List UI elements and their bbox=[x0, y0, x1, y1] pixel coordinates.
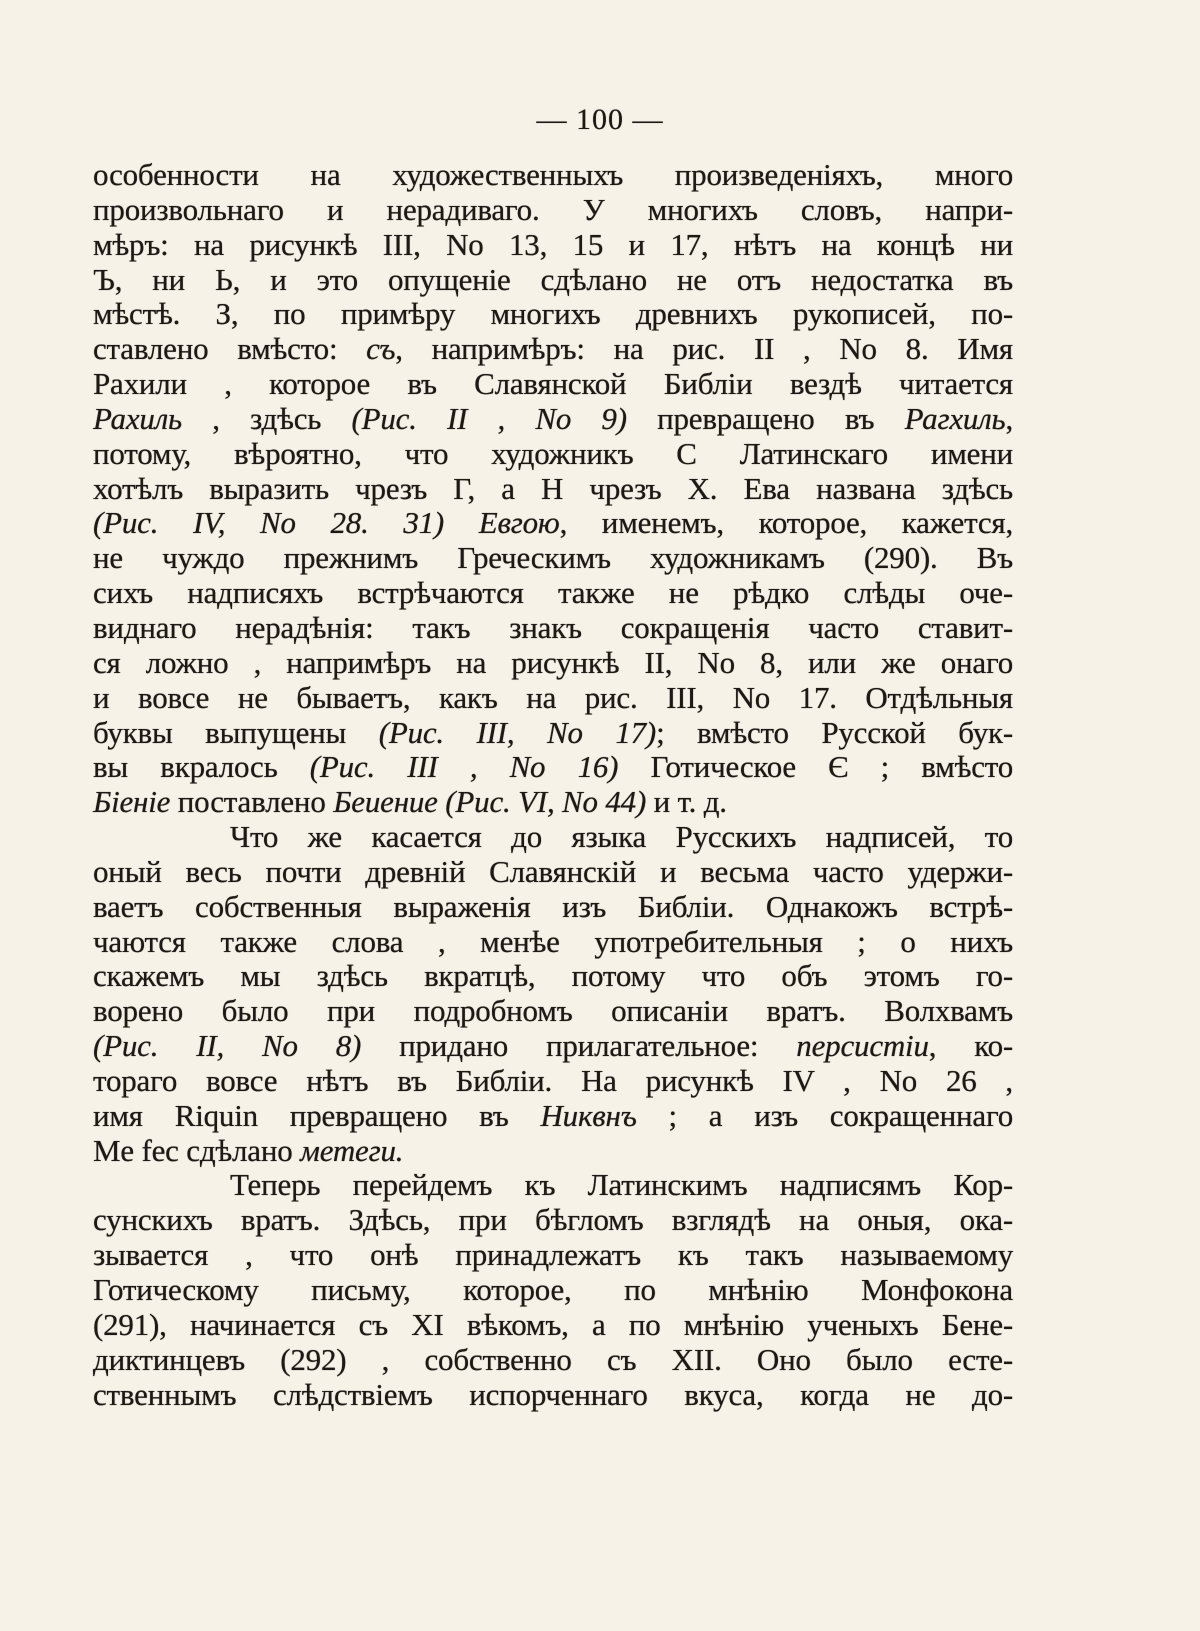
text-segment: ; вмѣсто Русской бук- bbox=[656, 714, 1013, 750]
italic-text: персистіи bbox=[796, 1028, 929, 1064]
text-segment: ставлено вмѣсто: bbox=[93, 331, 367, 367]
text-segment: , напримѣръ: на рис. II , No 8. Имя bbox=[395, 331, 1013, 367]
text-line bbox=[93, 1029, 1013, 1064]
text-segment: чаются также слова , менѣе употребительныя ; о нихъ bbox=[93, 923, 1013, 959]
text-segment: мѣръ: на рисункѣ III, No 13, 15 и 17, нѣтъ на концѣ ни bbox=[93, 226, 1013, 262]
text-line bbox=[93, 716, 1013, 751]
text-line bbox=[93, 646, 1013, 681]
text-line bbox=[93, 750, 1013, 785]
text-segment: , ко- bbox=[928, 1028, 1014, 1064]
text-line bbox=[93, 611, 1013, 646]
text-segment: ворено было при подробномъ описаніи вратъ. Волхвамъ bbox=[93, 993, 1013, 1029]
text-segment: Теперь перейдемъ къ Латинскимъ надписямъ Кор- bbox=[230, 1167, 1013, 1203]
text-segment: хотѣлъ выразить чрезъ Г, а Н чрезъ Х. Ева названа здѣсь bbox=[93, 470, 1013, 506]
text-segment: ваетъ собственныя выраженія изъ Библіи. Однакожъ встрѣ- bbox=[93, 888, 1013, 924]
text-line bbox=[93, 890, 1013, 925]
text-line bbox=[93, 1308, 1013, 1343]
text-segment: скажемъ мы здѣсь вкратцѣ, потому что объ этомъ го- bbox=[93, 958, 1013, 994]
text-line bbox=[93, 994, 1013, 1029]
text-segment: и т. д. bbox=[646, 784, 727, 820]
text-segment: превращено въ bbox=[626, 400, 905, 436]
text-segment: произвольнаго и нерадиваго. У многихъ словъ, напри- bbox=[93, 191, 1013, 227]
text-line bbox=[93, 367, 1013, 402]
italic-text: (Рис. II , No 9) bbox=[351, 400, 627, 436]
text-segment: Me fec сдѣлано bbox=[93, 1132, 301, 1168]
text-line bbox=[93, 472, 1013, 507]
page-number: — 100 — bbox=[536, 103, 664, 136]
italic-text: (Рис. IV, No 28. 31) Евгою bbox=[93, 505, 560, 541]
text-line bbox=[93, 959, 1013, 994]
text-segment: сунскихъ вратъ. Здѣсь, при бѣгломъ взглядѣ на оныя, ока- bbox=[93, 1202, 1013, 1238]
text-segment: Что же касается до языка Русскихъ надписей, то bbox=[230, 819, 1013, 855]
italic-text: Никвнъ bbox=[540, 1097, 637, 1133]
text-segment: ся ложно , напримѣръ на рисункѣ II, No 8, или же онаго bbox=[93, 644, 1013, 680]
text-line bbox=[93, 1099, 1013, 1134]
text-line bbox=[93, 228, 1013, 263]
text-line bbox=[93, 1064, 1013, 1099]
text-line bbox=[93, 1273, 1013, 1308]
text-segment: ; а изъ сокращеннаго bbox=[636, 1097, 1013, 1133]
text-segment: поставлено bbox=[170, 784, 334, 820]
text-segment: сихъ надписяхъ встрѣчаются также не рѣдко слѣды оче- bbox=[93, 575, 1013, 611]
text-line bbox=[93, 541, 1013, 576]
italic-text: (Рис. III , No 16) bbox=[309, 749, 619, 785]
text-segment: и вовсе не бываетъ, какъ на рис. III, No 17. Отдѣльныя bbox=[93, 679, 1013, 715]
text-line bbox=[93, 1238, 1013, 1273]
text-line bbox=[93, 263, 1013, 298]
italic-text: съ bbox=[366, 331, 396, 367]
text-line bbox=[93, 297, 1013, 332]
italic-text: (Рис. II, No 8) bbox=[93, 1028, 362, 1064]
text-segment: вы вкралось bbox=[93, 749, 310, 785]
text-line bbox=[93, 437, 1013, 472]
text-segment: мѣстѣ. З, по примѣру многихъ древнихъ рукописей, по- bbox=[93, 296, 1013, 332]
text-line bbox=[93, 402, 1013, 437]
text-line bbox=[93, 681, 1013, 716]
text-segment: особенности на художественныхъ произведеніяхъ, много bbox=[93, 157, 1013, 192]
text-segment: , bbox=[1005, 400, 1013, 436]
text-segment: (291), начинается съ XI вѣкомъ, а по мнѣнію ученыхъ Бене- bbox=[93, 1306, 1013, 1342]
text-segment: , здѣсь bbox=[181, 400, 352, 436]
text-segment: Готическому письму, которое, по мнѣнію Монфокона bbox=[93, 1272, 1013, 1307]
italic-text: (Рис. III, No 17) bbox=[378, 714, 657, 750]
text-segment: придано прилагательное: bbox=[361, 1028, 797, 1064]
text-segment: потому, вѣроятно, что художникъ С Латинскаго имени bbox=[93, 435, 1013, 471]
text-segment: не чуждо прежнимъ Греческимъ художникамъ (290). Въ bbox=[93, 540, 1013, 576]
italic-text: Беиение (Рис. VI, No 44) bbox=[333, 784, 647, 820]
text-line bbox=[93, 1378, 1013, 1413]
text-segment: Ъ, ни Ь, и это опущеніе сдѣлано не отъ недостатка въ bbox=[93, 261, 1013, 297]
text-line bbox=[93, 855, 1013, 890]
text-segment: виднаго нерадѣнія: такъ знакъ сокращенія часто ставит- bbox=[93, 609, 1013, 645]
italic-text: Рахиль bbox=[93, 400, 182, 436]
text-line bbox=[93, 1168, 1013, 1203]
text-segment: Рахили , которое въ Славянской Библіи вездѣ читается bbox=[93, 366, 1013, 402]
text-line bbox=[93, 193, 1013, 228]
text-segment: Готическое Є ; вмѣсто bbox=[618, 749, 1013, 785]
text-segment: диктинцевъ (292) , собственно съ XII. Оно было есте- bbox=[93, 1341, 1013, 1377]
text-segment: оный весь почти древній Славянскій и весьма часто удержи- bbox=[93, 853, 1013, 889]
text-line bbox=[93, 925, 1013, 960]
text-segment: ственнымъ слѣдствіемъ испорченнаго вкуса, когда не до- bbox=[93, 1376, 1013, 1412]
text-line bbox=[93, 158, 1013, 193]
text-line bbox=[93, 332, 1013, 367]
text-segment: имя Riquin превращено въ bbox=[93, 1097, 541, 1133]
text-line bbox=[93, 1203, 1013, 1238]
italic-text: Рагхиль bbox=[904, 400, 1006, 436]
body-text bbox=[93, 158, 1013, 1412]
text-segment: зывается , что онѣ принадлежатъ къ такъ называемому bbox=[93, 1237, 1013, 1273]
text-line bbox=[93, 785, 1013, 820]
text-line bbox=[93, 1134, 1013, 1169]
text-line bbox=[93, 1343, 1013, 1378]
text-segment: буквы выпущены bbox=[93, 714, 379, 750]
text-line bbox=[93, 820, 1013, 855]
text-line bbox=[93, 576, 1013, 611]
text-segment: тораго вовсе нѣтъ въ Библіи. На рисункѣ IV , No 26 , bbox=[93, 1062, 1013, 1098]
text-segment: , именемъ, которое, кажется, bbox=[559, 505, 1013, 541]
italic-text: метеги. bbox=[300, 1132, 404, 1168]
text-line bbox=[93, 506, 1013, 541]
italic-text: Біеніе bbox=[93, 784, 171, 820]
